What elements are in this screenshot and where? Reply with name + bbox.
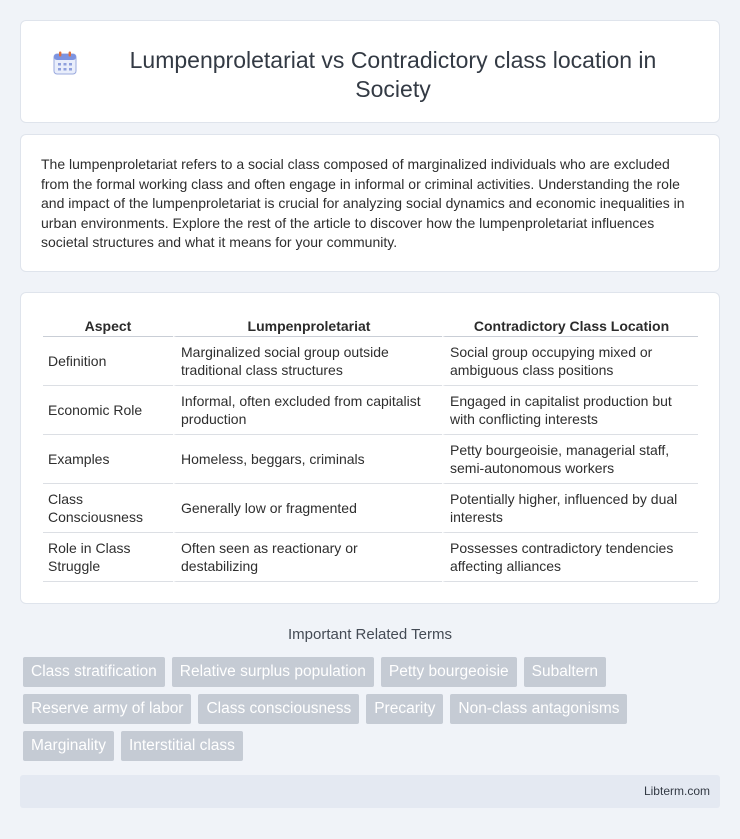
tag-marginality[interactable]: Marginality xyxy=(23,731,114,761)
cell-aspect: Definition xyxy=(43,337,173,386)
tag-class-stratification[interactable]: Class stratification xyxy=(23,657,165,687)
cell-lumpenproletariat: Often seen as reactionary or destabilizing xyxy=(173,533,442,582)
table-row xyxy=(43,386,698,435)
intro-paragraph: The lumpenproletariat refers to a social class composed of marginalized individuals who are excluded from the formal working class and often engage in informal or criminal activities. Understanding the role and impact of the lumpenproletariat is crucial for analyzing social dynamics and economic inequalities in urban environments. Explore the rest of the article to discover how the lumpenproletariat influences societal structures and what it means for your community. xyxy=(41,156,685,251)
header-lumpenproletariat: Lumpenproletariat xyxy=(173,315,442,337)
cell-lumpenproletariat: Marginalized social group outside traditional class structures xyxy=(173,337,442,386)
cell-lumpenproletariat: Generally low or fragmented xyxy=(173,484,442,533)
tag-non-class-antagonisms[interactable]: Non-class antagonisms xyxy=(450,694,627,724)
footer xyxy=(20,775,720,808)
table-header-row xyxy=(43,315,698,337)
calendar-icon xyxy=(52,50,78,76)
comparison-card xyxy=(20,292,720,604)
table-row xyxy=(43,337,698,386)
cell-lumpenproletariat: Informal, often excluded from capitalist production xyxy=(173,386,442,435)
tag-class-consciousness[interactable]: Class consciousness xyxy=(198,694,359,724)
table-row xyxy=(43,484,698,533)
tag-precarity[interactable]: Precarity xyxy=(366,694,443,724)
cell-contradictory: Petty bourgeoisie, managerial staff, semi-autonomous workers xyxy=(442,435,698,484)
tag-reserve-army-of-labor[interactable]: Reserve army of labor xyxy=(23,694,191,724)
cell-contradictory: Potentially higher, influenced by dual interests xyxy=(442,484,698,533)
table-row xyxy=(43,435,698,484)
cell-aspect: Class Consciousness xyxy=(43,484,173,533)
tag-petty-bourgeoisie[interactable]: Petty bourgeoisie xyxy=(381,657,517,687)
comparison-table xyxy=(43,315,698,582)
table-row xyxy=(43,533,698,582)
tag-interstitial-class[interactable]: Interstitial class xyxy=(121,731,243,761)
cell-aspect: Role in Class Struggle xyxy=(43,533,173,582)
header-contradictory-class-location: Contradictory Class Location xyxy=(442,315,698,337)
tag-subaltern[interactable]: Subaltern xyxy=(524,657,606,687)
footer-site-link[interactable]: Libterm.com xyxy=(643,784,710,798)
cell-contradictory: Possesses contradictory tendencies affecting alliances xyxy=(442,533,698,582)
page-title: Lumpenproletariat vs Contradictory class location in Society xyxy=(129,47,657,102)
tag-relative-surplus-population[interactable]: Relative surplus population xyxy=(172,657,374,687)
cell-aspect: Examples xyxy=(43,435,173,484)
intro-card xyxy=(20,134,720,272)
cell-contradictory: Engaged in capitalist production but with conflicting interests xyxy=(442,386,698,435)
cell-aspect: Economic Role xyxy=(43,386,173,435)
cell-lumpenproletariat: Homeless, beggars, criminals xyxy=(173,435,442,484)
header-aspect: Aspect xyxy=(43,315,173,337)
title-wrap xyxy=(21,21,719,104)
related-terms-list xyxy=(23,657,723,768)
cell-contradictory: Social group occupying mixed or ambiguous class positions xyxy=(442,337,698,386)
related-terms-heading: Important Related Terms xyxy=(288,626,452,643)
title-card xyxy=(20,20,720,123)
